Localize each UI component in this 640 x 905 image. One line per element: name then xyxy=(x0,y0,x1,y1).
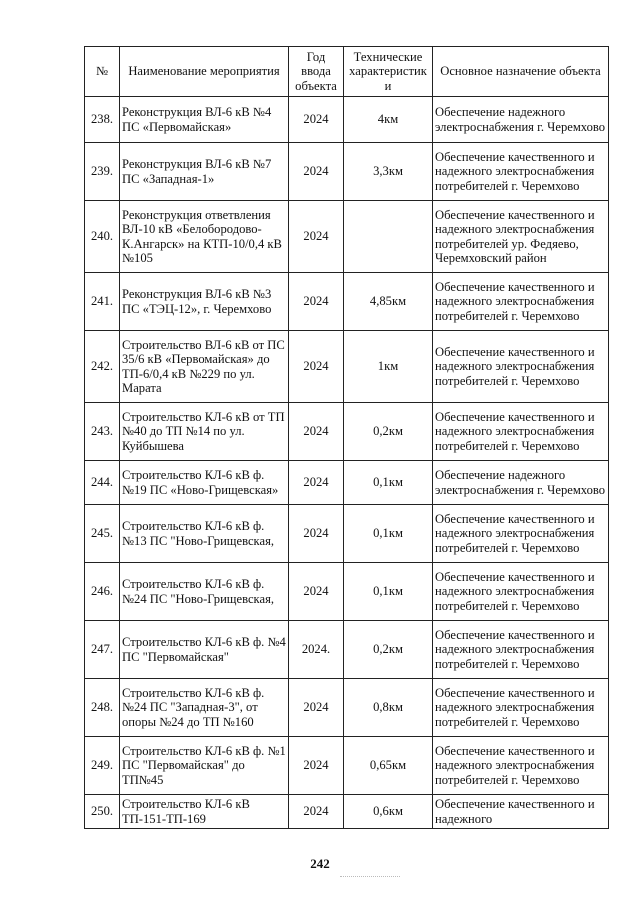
technical-spec: 0,65км xyxy=(344,737,433,795)
commission-year: 2024 xyxy=(289,273,344,331)
measure-name: Строительство КЛ-6 кВ ф. №4 ПС "Первомайская" xyxy=(120,621,289,679)
header-tech: Технические характеристик и xyxy=(344,47,433,97)
table-row xyxy=(85,403,609,461)
purpose: Обеспечение качественного и надежного электроснабжения потребителей г. Черемхово xyxy=(433,273,609,331)
commission-year: 2024 xyxy=(289,795,344,829)
purpose: Обеспечение надежного электроснабжения г. Черемхово xyxy=(433,461,609,505)
page-number: 242 xyxy=(310,856,330,871)
purpose: Обеспечение качественного и надежного электроснабжения потребителей ур. Федяево, Черемховский район xyxy=(433,201,609,273)
measure-name: Реконструкция ВЛ-6 кВ №7 ПС «Западная-1» xyxy=(120,143,289,201)
technical-spec: 4,85км xyxy=(344,273,433,331)
table-row xyxy=(85,563,609,621)
row-number: 240. xyxy=(85,201,120,273)
technical-spec xyxy=(344,201,433,273)
technical-spec: 3,3км xyxy=(344,143,433,201)
technical-spec: 0,6км xyxy=(344,795,433,829)
row-number: 239. xyxy=(85,143,120,201)
row-number: 248. xyxy=(85,679,120,737)
purpose: Обеспечение качественного и надежного электроснабжения потребителей г. Черемхово xyxy=(433,621,609,679)
technical-spec: 0,8км xyxy=(344,679,433,737)
measure-name: Строительство КЛ-6 кВ ТП-151-ТП-169 xyxy=(120,795,289,829)
header-purpose: Основное назначение объекта xyxy=(433,47,609,97)
technical-spec: 0,2км xyxy=(344,403,433,461)
technical-spec: 4км xyxy=(344,97,433,143)
row-number: 245. xyxy=(85,505,120,563)
row-number: 244. xyxy=(85,461,120,505)
measure-name: Строительство КЛ-6 кВ ф. №13 ПС "Ново-Грищевская, xyxy=(120,505,289,563)
row-number: 242. xyxy=(85,331,120,403)
table-row xyxy=(85,795,609,829)
table-row xyxy=(85,679,609,737)
row-number: 247. xyxy=(85,621,120,679)
commission-year: 2024 xyxy=(289,737,344,795)
purpose: Обеспечение качественного и надежного электроснабжения потребителей г. Черемхово xyxy=(433,403,609,461)
row-number: 250. xyxy=(85,795,120,829)
scan-artifact xyxy=(340,876,400,877)
measure-name: Реконструкция ВЛ-6 кВ №3 ПС «ТЭЦ-12», г. Черемхово xyxy=(120,273,289,331)
measures-table xyxy=(84,46,609,829)
measure-name: Строительство КЛ-6 кВ ф. №19 ПС «Ново-Грищевская» xyxy=(120,461,289,505)
purpose: Обеспечение качественного и надежного электроснабжения потребителей г. Черемхово xyxy=(433,679,609,737)
purpose: Обеспечение качественного и надежного электроснабжения потребителей г. Черемхово xyxy=(433,143,609,201)
technical-spec: 0,1км xyxy=(344,563,433,621)
measure-name: Строительство КЛ-6 кВ ф. №24 ПС "Ново-Грищевская, xyxy=(120,563,289,621)
purpose: Обеспечение качественного и надежного электроснабжения потребителей г. Черемхово xyxy=(433,563,609,621)
measure-name: Реконструкция ответвления ВЛ-10 кВ «Белобородово-К.Ангарск» на КТП-10/0,4 кВ №105 xyxy=(120,201,289,273)
measure-name: Строительство ВЛ-6 кВ от ПС 35/6 кВ «Первомайская» до ТП-6/0,4 кВ №229 по ул. Марата xyxy=(120,331,289,403)
table-row xyxy=(85,505,609,563)
purpose: Обеспечение качественного и надежного электроснабжения потребителей г. Черемхово xyxy=(433,737,609,795)
header-name: Наименование мероприятия xyxy=(120,47,289,97)
table-row xyxy=(85,273,609,331)
table-row xyxy=(85,461,609,505)
commission-year: 2024. xyxy=(289,621,344,679)
commission-year: 2024 xyxy=(289,461,344,505)
row-number: 246. xyxy=(85,563,120,621)
technical-spec: 1км xyxy=(344,331,433,403)
purpose: Обеспечение качественного и надежного электроснабжения потребителей г. Черемхово xyxy=(433,331,609,403)
row-number: 238. xyxy=(85,97,120,143)
technical-spec: 0,2км xyxy=(344,621,433,679)
commission-year: 2024 xyxy=(289,403,344,461)
table-row xyxy=(85,97,609,143)
commission-year: 2024 xyxy=(289,505,344,563)
measure-name: Строительство КЛ-6 кВ ф. №24 ПС "Западная-3", от опоры №24 до ТП №160 xyxy=(120,679,289,737)
commission-year: 2024 xyxy=(289,201,344,273)
purpose: Обеспечение качественного и надежного электроснабжения потребителей г. Черемхово xyxy=(433,505,609,563)
commission-year: 2024 xyxy=(289,563,344,621)
table-row xyxy=(85,331,609,403)
purpose: Обеспечение качественного и надежного xyxy=(433,795,609,829)
row-number: 249. xyxy=(85,737,120,795)
commission-year: 2024 xyxy=(289,143,344,201)
table-row xyxy=(85,201,609,273)
measure-name: Реконструкция ВЛ-6 кВ №4 ПС «Первомайская» xyxy=(120,97,289,143)
measure-name: Строительство КЛ-6 кВ от ТП №40 до ТП №14 по ул. Куйбышева xyxy=(120,403,289,461)
table-row xyxy=(85,143,609,201)
table-header-row xyxy=(85,47,609,97)
commission-year: 2024 xyxy=(289,331,344,403)
technical-spec: 0,1км xyxy=(344,461,433,505)
commission-year: 2024 xyxy=(289,679,344,737)
row-number: 243. xyxy=(85,403,120,461)
row-number: 241. xyxy=(85,273,120,331)
header-year: Год ввода объекта xyxy=(289,47,344,97)
header-num: № xyxy=(85,47,120,97)
commission-year: 2024 xyxy=(289,97,344,143)
table-row xyxy=(85,621,609,679)
technical-spec: 0,1км xyxy=(344,505,433,563)
measure-name: Строительство КЛ-6 кВ ф. №1 ПС "Первомайская" до ТП№45 xyxy=(120,737,289,795)
purpose: Обеспечение надежного электроснабжения г. Черемхово xyxy=(433,97,609,143)
table-row xyxy=(85,737,609,795)
